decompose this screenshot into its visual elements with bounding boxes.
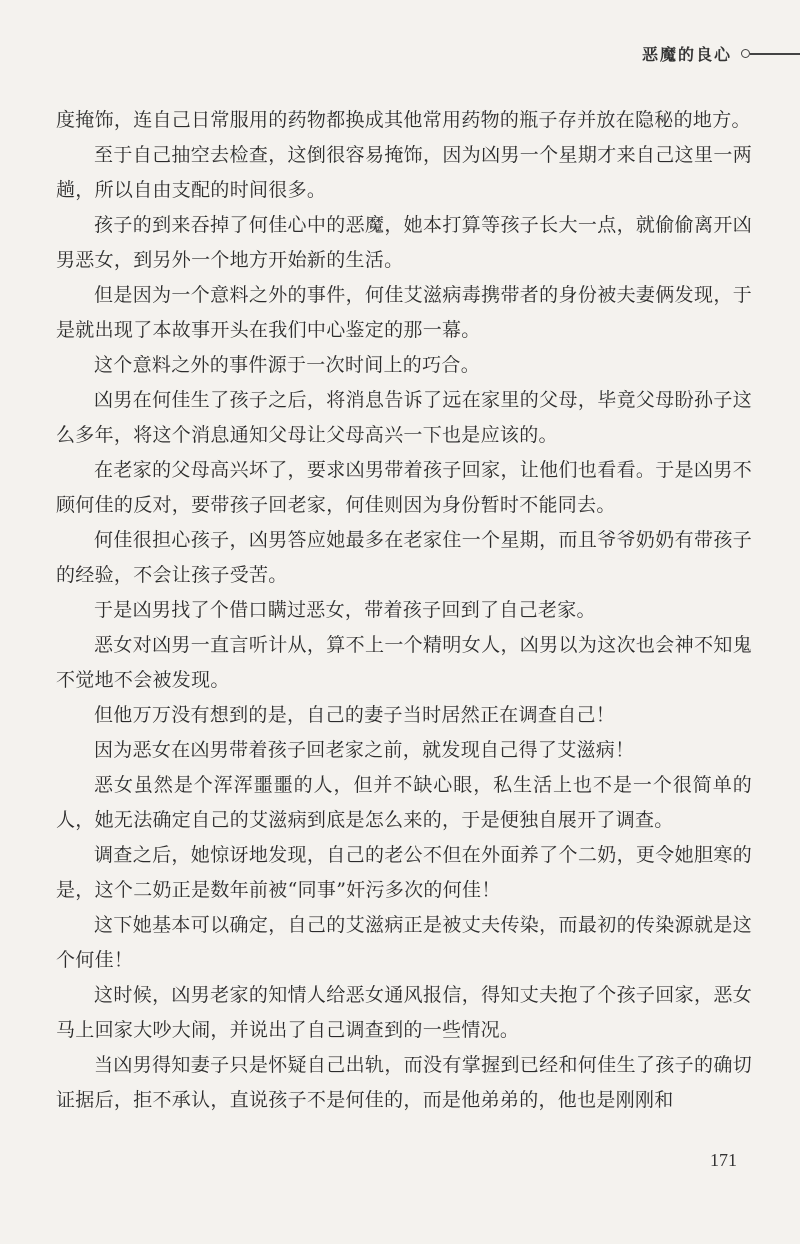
paragraph: 当凶男得知妻子只是怀疑自己出轨，而没有掌握到已经和何佳生了孩子的确切证据后，拒不承认，直说孩子不是何佳的，而是他弟弟的，他也是刚刚和 (56, 1054, 752, 1111)
header-ornament-line (750, 53, 800, 55)
paragraph: 恶女对凶男一直言听计从，算不上一个精明女人，凶男以为这次也会神不知鬼不觉地不会被发现。 (56, 634, 752, 691)
chapter-title: 恶魔的良心 (641, 45, 732, 64)
paragraph: 凶男在何佳生了孩子之后，将消息告诉了远在家里的父母，毕竟父母盼孙子这么多年，将这个消息通知父母让父母高兴一下也是应该的。 (56, 389, 752, 446)
paragraph: 但是因为一个意料之外的事件，何佳艾滋病毒携带者的身份被夫妻俩发现，于是就出现了本故事开头在我们中心鉴定的那一幕。 (56, 284, 752, 341)
paragraph: 调查之后，她惊讶地发现，自己的老公不但在外面养了个二奶，更令她胆寒的是，这个二奶正是数年前被“同事”奸污多次的何佳！ (56, 844, 752, 901)
paragraph: 但他万万没有想到的是，自己的妻子当时居然正在调查自己！ (94, 704, 616, 726)
paragraph: 因为恶女在凶男带着孩子回老家之前，就发现自己得了艾滋病！ (94, 739, 635, 761)
paragraph: 孩子的到来吞掉了何佳心中的恶魔，她本打算等孩子长大一点，就偷偷离开凶男恶女，到另外一个地方开始新的生活。 (56, 214, 752, 271)
paragraph: 在老家的父母高兴坏了，要求凶男带着孩子回家，让他们也看看。于是凶男不顾何佳的反对，要带孩子回老家，何佳则因为身份暂时不能同去。 (56, 459, 752, 516)
paragraph: 恶女虽然是个浑浑噩噩的人，但并不缺心眼，私生活上也不是一个很简单的人，她无法确定自己的艾滋病到底是怎么来的，于是便独自展开了调查。 (56, 774, 752, 831)
paragraph: 这下她基本可以确定，自己的艾滋病正是被丈夫传染，而最初的传染源就是这个何佳！ (56, 914, 752, 971)
header-ornament-circle (741, 49, 750, 58)
paragraph: 何佳很担心孩子，凶男答应她最多在老家住一个星期，而且爷爷奶奶有带孩子的经验，不会让孩子受苦。 (56, 529, 752, 586)
page-number: 171 (710, 1150, 737, 1170)
body-text (56, 103, 752, 1118)
paragraph: 这时候，凶男老家的知情人给恶女通风报信，得知丈夫抱了个孩子回家，恶女马上回家大吵大闹，并说出了自己调查到的一些情况。 (56, 984, 752, 1041)
paragraph: 于是凶男找了个借口瞒过恶女，带着孩子回到了自己老家。 (94, 599, 596, 621)
paragraph: 这个意料之外的事件源于一次时间上的巧合。 (94, 354, 481, 376)
paragraph: 度掩饰，连自己日常服用的药物都换成其他常用药物的瓶子存并放在隐秘的地方。 (56, 109, 751, 131)
paragraph: 至于自己抽空去检查，这倒很容易掩饰，因为凶男一个星期才来自己这里一两趟，所以自由支配的时间很多。 (56, 144, 752, 201)
running-header (0, 42, 800, 68)
